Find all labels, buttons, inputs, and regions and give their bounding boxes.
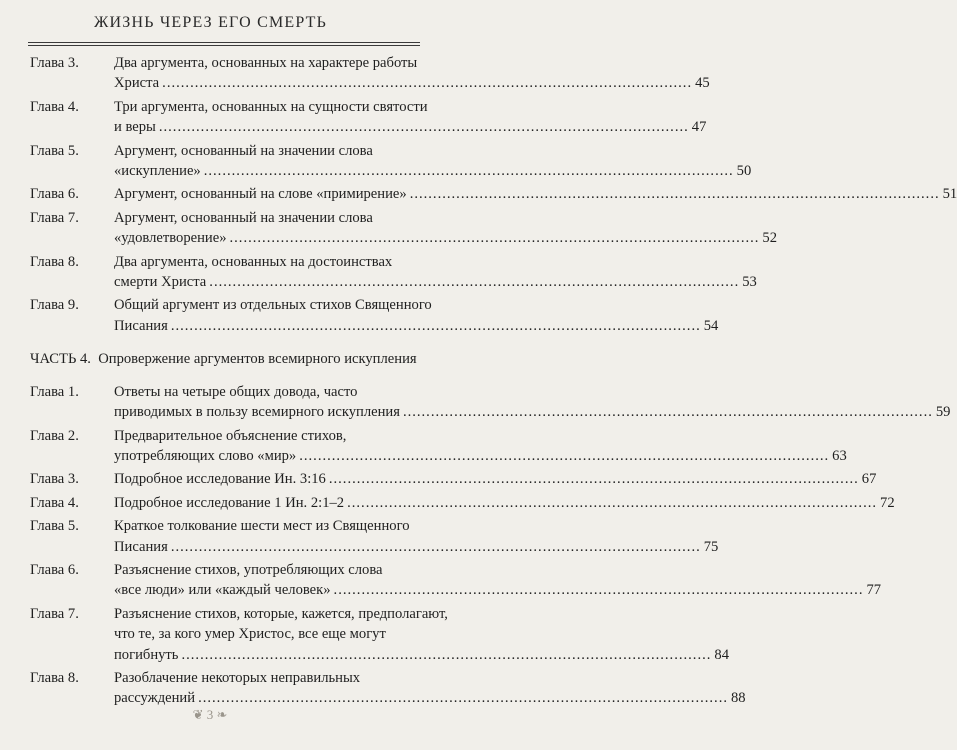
chapter-title-line: употребляющих слово «мир»	[114, 447, 297, 464]
chapter-title-line: Писания	[114, 317, 168, 334]
chapter-title-line: Ответы на четыре общих довода, часто	[114, 383, 358, 400]
page-ref: 88	[730, 690, 746, 707]
header-rule-second	[28, 45, 420, 46]
dot-leader	[334, 580, 864, 600]
dot-leader	[204, 161, 734, 181]
chapter-title-line: Краткое толкование шести мест из Священного	[114, 518, 410, 535]
chapter-title-line: рассуждений	[114, 690, 196, 707]
chapter-title-line: Аргумент, основанный на слове «примирение»	[114, 186, 407, 203]
chapter-number: Глава 9.	[30, 297, 79, 314]
page-number: 3	[206, 707, 214, 722]
toc-entry[interactable]	[30, 516, 719, 557]
part-title: Опровержение аргументов всемирного искупления	[98, 351, 417, 368]
toc-entry[interactable]	[30, 493, 895, 513]
chapter-title-line: Разоблачение некоторых неправильных	[114, 669, 361, 686]
dot-leader	[403, 402, 933, 422]
page-ref: 75	[703, 538, 719, 555]
chapter-title	[114, 97, 706, 138]
chapter-title	[114, 560, 881, 601]
chapter-title-line: смерти Христа	[114, 274, 207, 291]
page-ref: 54	[703, 317, 719, 334]
chapter-title	[114, 208, 777, 249]
chapter-title	[114, 53, 710, 94]
running-header: ЖИЗНЬ ЧЕРЕЗ ЕГО СМЕРТЬ	[93, 14, 327, 31]
chapter-title-line: приводимых в пользу всемирного искупления	[114, 404, 400, 421]
page-ref: 52	[762, 230, 778, 247]
chapter-number: Глава 2.	[30, 427, 79, 444]
chapter-title	[114, 469, 876, 489]
page-ref: 53	[742, 274, 757, 291]
chapter-number: Глава 7.	[30, 209, 79, 226]
dot-leader	[410, 184, 940, 204]
chapter-number: Глава 4.	[30, 98, 79, 115]
toc-entry[interactable]	[30, 469, 877, 489]
chapter-number: Глава 6.	[30, 186, 79, 203]
chapter-title-line: «искупление»	[114, 163, 201, 180]
chapter-title	[114, 184, 957, 204]
page-ref: 72	[880, 494, 895, 511]
dot-leader	[299, 446, 829, 466]
toc-entry[interactable]	[30, 560, 882, 601]
chapter-number: Глава 7.	[30, 605, 79, 622]
toc-entry[interactable]	[30, 382, 951, 423]
dot-leader	[171, 316, 701, 336]
chapter-title-line: Христа	[114, 75, 160, 92]
ornament-right-icon: ❧	[216, 707, 228, 722]
toc-section-part-3	[30, 53, 957, 339]
chapter-title-line: Подробное исследование Ин. 3:16	[114, 471, 326, 488]
toc-entry[interactable]	[30, 53, 710, 94]
chapter-number: Глава 1.	[30, 383, 79, 400]
chapter-title	[114, 252, 757, 293]
chapter-number: Глава 5.	[30, 142, 79, 159]
page-ref: 77	[866, 582, 882, 599]
chapter-title	[114, 426, 847, 467]
toc-entry[interactable]	[30, 426, 847, 467]
chapter-title	[114, 141, 751, 182]
toc-entry[interactable]	[30, 604, 729, 665]
toc-entry[interactable]	[30, 295, 719, 336]
chapter-number: Глава 5.	[30, 518, 79, 535]
toc-entry[interactable]	[30, 208, 778, 249]
chapter-title-line: Три аргумента, основанных на сущности святости	[114, 98, 428, 115]
chapter-title	[114, 295, 718, 336]
page-ref: 50	[736, 163, 752, 180]
toc-section-part-4	[30, 382, 951, 712]
chapter-number: Глава 3.	[30, 471, 79, 488]
chapter-title-line: погибнуть	[114, 646, 179, 663]
dot-leader	[162, 73, 692, 93]
page-ref: 84	[714, 646, 729, 663]
dot-leader	[230, 228, 760, 248]
toc-entry[interactable]	[30, 184, 957, 204]
page-ref: 51	[942, 186, 957, 203]
ornament-left-icon: ❦	[192, 707, 204, 722]
chapter-number: Глава 8.	[30, 253, 79, 270]
dot-leader	[181, 645, 711, 665]
chapter-title-line: Разъяснение стихов, употребляющих слова	[114, 561, 383, 578]
chapter-title-line: Два аргумента, основанных на достоинствах	[114, 253, 393, 270]
chapter-title-line: «все люди» или «каждый человек»	[114, 582, 331, 599]
dot-leader	[198, 688, 728, 708]
chapter-number: Глава 8.	[30, 669, 79, 686]
footer-ornament	[174, 707, 246, 729]
chapter-title	[114, 382, 950, 423]
chapter-number: Глава 6.	[30, 561, 79, 578]
chapter-number: Глава 3.	[30, 55, 79, 71]
chapter-title	[114, 516, 718, 557]
chapter-title-line: Аргумент, основанный на значении слова	[114, 142, 373, 159]
toc-entry[interactable]	[30, 97, 707, 138]
table-of-contents	[30, 53, 957, 712]
dot-leader	[159, 117, 689, 137]
chapter-title-line: что те, за кого умер Христос, все еще могут	[114, 626, 386, 643]
chapter-title-line: Подробное исследование 1 Ин. 2:1–2	[114, 494, 345, 511]
chapter-number: Глава 4.	[30, 494, 79, 511]
chapter-title	[114, 604, 729, 665]
page-ref: 45	[695, 75, 710, 92]
chapter-title-line: Общий аргумент из отдельных стихов Священного	[114, 297, 432, 314]
chapter-title-line: Аргумент, основанный на значении слова	[114, 209, 373, 226]
chapter-title	[114, 668, 746, 709]
part-label: ЧАСТЬ 4.	[30, 351, 91, 368]
part-heading	[30, 349, 417, 369]
page-ref: 47	[691, 119, 707, 136]
chapter-title-line: «удовлетворение»	[114, 230, 227, 247]
chapter-title-line: Разъяснение стихов, которые, кажется, предполагают,	[114, 605, 448, 622]
header-rule	[28, 42, 420, 43]
toc-entry[interactable]	[30, 141, 752, 182]
chapter-title-line: Предварительное объяснение стихов,	[114, 427, 347, 444]
chapter-title-line: Два аргумента, основанных на характере работы	[114, 55, 418, 71]
dot-leader	[171, 537, 701, 557]
page-ref: 63	[832, 447, 847, 464]
dot-leader	[209, 272, 739, 292]
toc-entry[interactable]	[30, 668, 746, 709]
dot-leader	[329, 469, 859, 489]
chapter-title-line: Писания	[114, 538, 168, 555]
chapter-title-line: и веры	[114, 119, 156, 136]
page-ref: 59	[935, 404, 951, 421]
dot-leader	[347, 493, 877, 513]
page-ref: 67	[861, 471, 877, 488]
chapter-title	[114, 493, 895, 513]
toc-entry[interactable]	[30, 252, 757, 293]
